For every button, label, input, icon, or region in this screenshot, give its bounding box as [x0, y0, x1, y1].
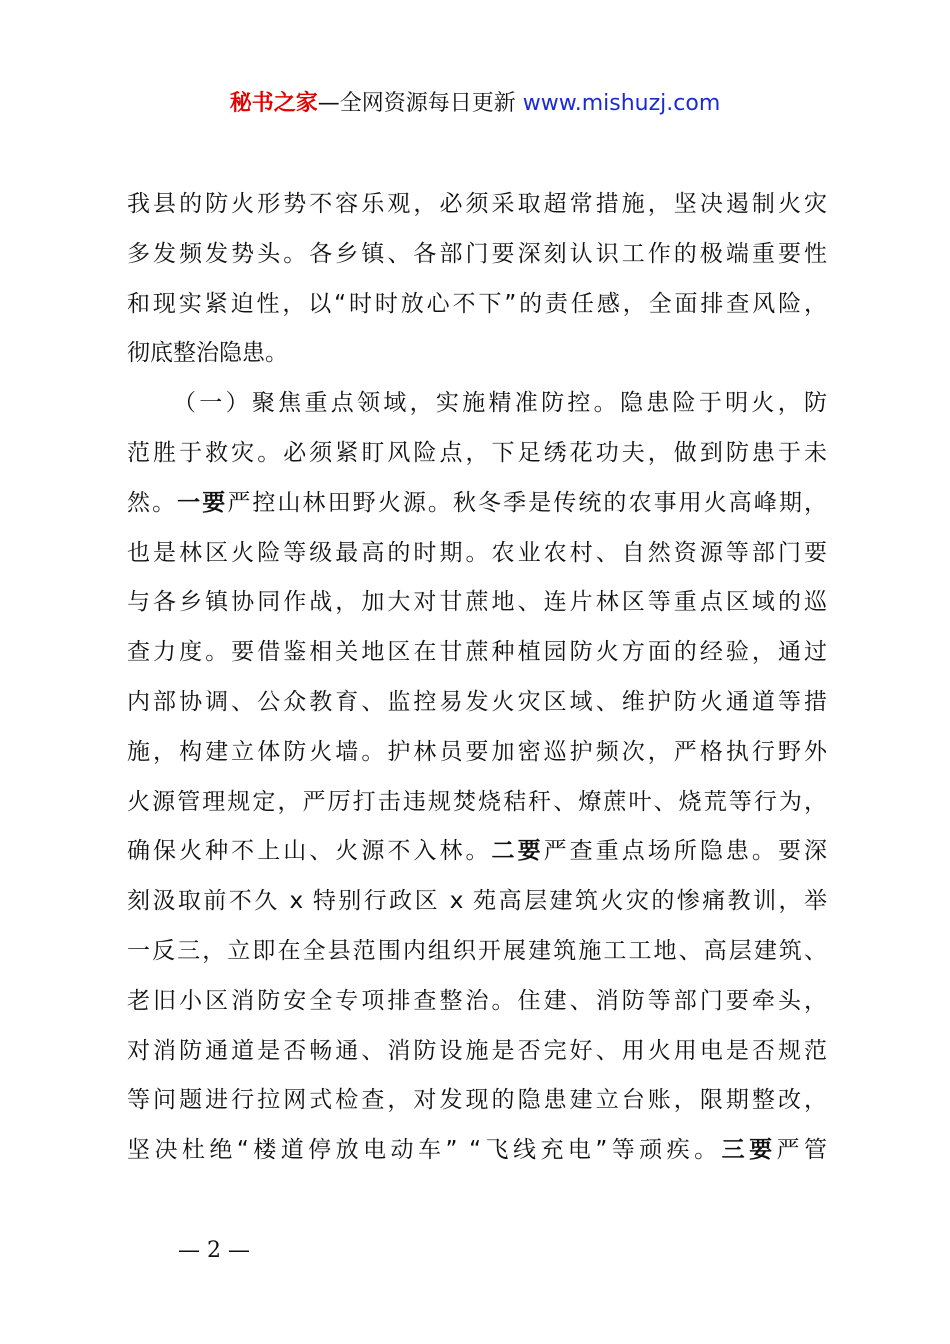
text-span: 范胜于救灾。必须紧盯风险点，下足绣花功夫，做到防患于未 — [127, 439, 827, 466]
text-span: 多发频发势头。各乡镇、各部门要深刻认识工作的极端重要性 — [127, 240, 827, 267]
text-span: 一反三，立即在全县范围内组织开展建筑施工工地、高层建筑、 — [127, 937, 827, 964]
body-text — [127, 180, 827, 1176]
text-span: 火源管理规定，严厉打击违规焚烧秸秆、燎蔗叶、烧荒等行为， — [127, 788, 827, 815]
text-span: 施，构建立体防火墙。护林员要加密巡护频次，严格执行野外 — [127, 738, 827, 765]
text-span: 内部协调、公众教育、监控易发火灾区域、维护防火通道等措 — [127, 688, 827, 715]
text-line — [127, 678, 827, 728]
text-span: 我县的防火形势不容乐观，必须采取超常措施，坚决遏制火灾 — [127, 191, 827, 217]
text-span: 与各乡镇协同作战，加大对甘蔗地、连片林区等重点区域的巡 — [127, 589, 827, 616]
text-line — [127, 479, 827, 529]
text-line — [127, 329, 827, 379]
text-span: 也是林区火险等级最高的时期。农业农村、自然资源等部门要 — [127, 539, 827, 566]
text-line — [127, 628, 827, 678]
text-line — [127, 429, 827, 479]
text-span: 严管 — [776, 1137, 828, 1164]
text-line — [127, 778, 827, 828]
text-line — [127, 1027, 827, 1077]
bold-phrase: 一要 — [177, 489, 228, 516]
text-line — [127, 578, 827, 628]
text-line — [127, 827, 827, 877]
bold-phrase: 三要 — [721, 1137, 777, 1164]
text-span: 查力度。要借鉴相关地区在甘蔗种植园防火方面的经验，通过 — [127, 639, 827, 666]
text-line — [127, 1076, 827, 1126]
header-tagline: —全网资源每日更新 — [317, 91, 523, 116]
bold-phrase: 二要 — [491, 838, 544, 865]
text-span: 严查重点场所隐患。要深 — [543, 838, 828, 865]
text-span: 和现实紧迫性，以“时时放心不下”的责任感，全面排查风险， — [127, 290, 827, 317]
page-number: — 2 — — [178, 1238, 250, 1263]
brand-name: 秘书之家 — [229, 91, 318, 116]
text-span: 严控山林田野火源。秋冬季是传统的农事用火高峰期， — [227, 489, 828, 516]
text-line — [127, 1126, 827, 1176]
site-header — [0, 88, 950, 120]
text-span: 坚决杜绝“楼道停放电动车” “飞线充电”等顽疾。 — [127, 1137, 722, 1164]
text-span: 老旧小区消防安全专项排查整治。住建、消防等部门要牵头， — [127, 987, 827, 1014]
text-span: 然。 — [127, 489, 178, 516]
text-line — [127, 280, 827, 330]
text-line — [127, 728, 827, 778]
text-line — [127, 529, 827, 579]
text-line — [127, 180, 827, 230]
text-line — [127, 927, 827, 977]
text-span: 确保火种不上山、火源不入林。 — [127, 838, 492, 865]
site-url-link[interactable]: www.mishuzj.com — [522, 91, 721, 116]
text-span: （一）聚焦重点领域，实施精准防控。隐患险于明火，防 — [173, 390, 827, 417]
text-line — [127, 230, 827, 280]
text-span: 刻汲取前不久 x 特别行政区 x 苑高层建筑火灾的惨痛教训，举 — [127, 888, 827, 915]
text-line — [127, 877, 827, 927]
text-line — [127, 379, 827, 429]
text-span: 对消防通道是否畅通、消防设施是否完好、用火用电是否规范 — [127, 1037, 827, 1064]
text-line — [127, 977, 827, 1027]
text-span: 等问题进行拉网式检查，对发现的隐患建立台账，限期整改， — [127, 1087, 827, 1114]
text-span: 彻底整治隐患。 — [127, 340, 288, 367]
